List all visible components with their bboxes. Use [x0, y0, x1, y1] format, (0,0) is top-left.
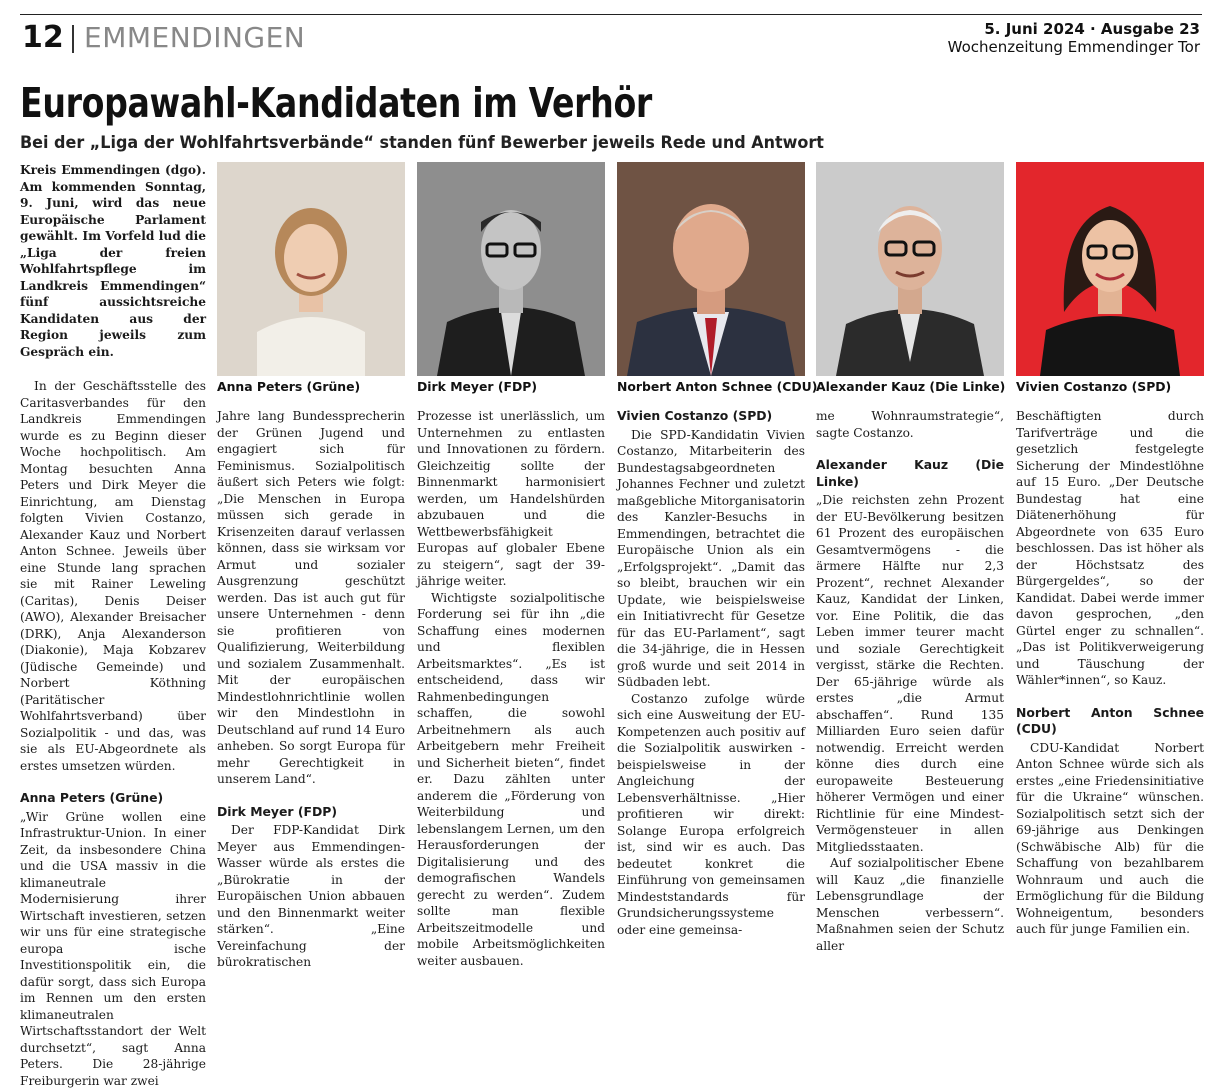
- article-column-4: [617, 408, 805, 807]
- paragraph: Beschäftigten durch Tarifverträge und die gesetzlich festgelegte Sicherung der Mindestlöhne auf 15 Euro. „Der Deutsche Bundestag hat eine Diätenerhöhung für Abgeordnete von 635 Euro beschlossen. Das ist höher als der Höchstsatz des Bürgergeldes“, so der Kandidat. Dabei werde immer davon gesprochen, „den Gürtel enger zu schnallen“. „Das ist Politikverweigerung und Täuschung der Wähler*innen“, so Kauz.: [1016, 408, 1204, 689]
- article-column-2: [217, 408, 405, 807]
- paragraph: Auf sozialpolitischer Ebene will Kauz „die finanzielle Lebensgrundlage der Menschen verbessern“. Maßnahmen seien der Schutz aller: [816, 855, 1004, 954]
- candidate-heading-peters: Anna Peters (Grüne): [20, 790, 206, 807]
- candidate-heading-meyer: Dirk Meyer (FDP): [217, 804, 405, 821]
- paragraph: Jahre lang Bundessprecherin der Grünen Jugend und engagiert sich für Feminismus. Sozialpolitisch äußert sich Peters wie folgt: „Die Menschen in Europa müssen sich gerade in Krisenzeiten darauf verlassen können, dass sie wirksam vor Armut und sozialer Ausgrenzung geschützt werden. Das ist auch gut für unsere Unternehmen - denn sie profitieren von Qualifizierung, Weiterbildung und sozialem Zusammenhalt. Mit der europäischen Mindestlohnrichtlinie wollen wir den Mindestlohn in Deutschland auf rund 14 Euro anheben. So sorgt Europa für mehr Gerechtigkeit in unserem Land“.: [217, 408, 405, 788]
- candidate-heading-kauz: Alexander Kauz (Die Linke): [816, 457, 1004, 490]
- section-title: EMMENDINGEN: [84, 20, 305, 56]
- article-column-5: [816, 408, 1004, 807]
- candidate-heading-costanzo: Vivien Costanzo (SPD): [617, 408, 805, 425]
- article-column-6: [1016, 408, 1204, 807]
- paragraph: Der FDP-Kandidat Dirk Meyer aus Emmendingen-Wasser würde als erstes die „Bürokratie in der Europäischen Union abbauen und den Binnenmarkt weiter stärken“. „Eine Vereinfachung der bürokratischen: [217, 822, 405, 971]
- paragraph: „Die reichsten zehn Prozent der EU-Bevölkerung besitzen 61 Prozent des europäischen Gesamtvermögens - die ärmere Hälfte nur 2,3 Prozent“, rechnet Alexander Kauz, Kandidat der Linken, vor. Eine Politik, die das Leben immer teurer macht und soziale Gerechtigkeit vergisst, stärke die Rechten. Der 65-jährige würde als erstes „die Armut abschaffen“. Rund 135 Milliarden Euro seien dafür notwendig. Erreicht werden könne dies durch eine europaweite Besteuerung höherer Vermögen und einer Richtlinie für eine Mindest-Vermögensteuer in allen Mitgliedsstaaten.: [816, 492, 1004, 855]
- top-rule: [20, 14, 1202, 15]
- caption-anna-peters: Anna Peters (Grüne): [217, 379, 360, 395]
- headline: Europawahl-Kandidaten im Verhör: [20, 78, 652, 128]
- photo-dirk-meyer: [417, 162, 605, 376]
- photo-anna-peters: [217, 162, 405, 376]
- article-column-3: [417, 408, 605, 807]
- page-number: 12: [22, 20, 64, 56]
- subheadline: Bei der „Liga der Wohlfahrtsverbände“ standen fünf Bewerber jeweils Rede und Antwort: [20, 132, 824, 154]
- photo-norbert-anton-schnee: [617, 162, 805, 376]
- paper-name: Wochenzeitung Emmendinger Tor: [948, 38, 1200, 56]
- photo-vivien-costanzo: [1016, 162, 1204, 376]
- caption-vivien-costanzo: Vivien Costanzo (SPD): [1016, 379, 1171, 395]
- paragraph: Wichtigste sozialpolitische Forderung sei für ihn „die Schaffung eines modernen und flexiblen Arbeitsmarktes“. „Es ist entscheidend, dass wir Rahmenbedingungen schaffen, die sowohl Arbeitnehmern als auch Arbeitgebern mehr Freiheit und Sicherheit bieten“, findet er. Dazu zählten unter anderem die „Förderung von Weiterbildung und lebenslangem Lernen, um den Herausforderungen der Digitalisierung und des demografischen Wandels gerecht zu werden“. Zudem sollte man flexible Arbeitszeitmodelle und mobile Arbeitsmöglichkeiten weiter ausbauen.: [417, 590, 605, 970]
- lead-paragraph: Kreis Emmendingen (dgo). Am kommenden Sonntag, 9. Juni, wird das neue Europäische Parlament gewählt. Im Vorfeld lud die „Liga der freien Wohlfahrtspflege im Landkreis Emmendingen“ fünf aussichtsreiche Kandidaten aus der Region jeweils zum Gespräch ein.: [20, 162, 206, 360]
- article-column-1: [20, 162, 206, 807]
- paragraph: „Wir Grüne wollen eine Infrastruktur-Union. In einer Zeit, da insbesondere China und die USA massiv in die klimaneutrale Modernisierung ihrer Wirtschaft investieren, setzen wir uns für eine strategische europa ische Investitionspolitik ein, die dafür sorgt, dass sich Europa im Rennen um den ersten klimaneutralen Wirtschaftsstandort der Welt durchsetzt“, sagt Anna Peters. Die 28-jährige Freiburgerin war zwei: [20, 809, 206, 1089]
- paragraph: Costanzo zufolge würde sich eine Ausweitung der EU-Kompetenzen auch positiv auf die Sozialpolitik auswirken - beispielsweise in der Angleichung der Lebensverhältnisse. „Hier profitieren wir direkt: Solange Europa erfolgreich ist, sind wir es auch. Das bedeutet konkret die Einführung von gemeinsamen Mindeststandards für Grundsicherungssysteme oder eine gemeinsa-: [617, 691, 805, 939]
- caption-dirk-meyer: Dirk Meyer (FDP): [417, 379, 537, 395]
- page-number-separator: [72, 25, 74, 53]
- paragraph: me Wohnraumstrategie“, sagte Costanzo.: [816, 408, 1004, 441]
- paragraph: Die SPD-Kandidatin Vivien Costanzo, Mitarbeiterin des Bundestagsabgeordneten Johannes Fechner und zuletzt maßgebliche Mitorganisatorin des Kanzler-Besuchs in Emmendingen, betrachtet die Europäische Union als ein „Erfolgsprojekt“. „Damit das so bleibt, brauchen wir ein Update, wie beispielsweise ein Initiativrecht für Gesetze für das EU-Parlament“, sagt die 34-jährige, die in Hessen groß wurde und seit 2014 in Südbaden lebt.: [617, 427, 805, 691]
- paragraph: Prozesse ist unerlässlich, um Unternehmen zu entlasten und Innovationen zu fördern. Gleichzeitig sollte der Binnenmarkt harmonisiert werden, um Handelshürden abzubauen und die Wettbewerbsfähigkeit Europas auf globaler Ebene zu steigern“, sagt der 39-jährige weiter.: [417, 408, 605, 590]
- photo-alexander-kauz: [816, 162, 1004, 376]
- issue-date: 5. Juni 2024 · Ausgabe 23: [984, 20, 1200, 38]
- paragraph: CDU-Kandidat Norbert Anton Schnee würde sich als erstes „eine Friedensinitiative für die Ukraine“ wünschen. Sozialpolitisch setzt sich der 69-jährige aus Denkingen (Schwäbische Alb) für die Schaffung von bezahlbarem Wohnraum und auch die Ermöglichung für die Bildung Wohneigentum, besonders auch für junge Familien ein.: [1016, 740, 1204, 938]
- paragraph: In der Geschäftsstelle des Caritasverbandes für den Landkreis Emmendingen wurde es zu Beginn dieser Woche hochpolitisch. Am Montag besuchten Anna Peters und Dirk Meyer die Einrichtung, am Dienstag folgten Vivien Costanzo, Alexander Kauz und Norbert Anton Schnee. Jeweils über eine Stunde lang sprachen sie mit Rainer Leweling (Caritas), Denis Deiser (AWO), Alexander Breisacher (DRK), Anja Alexanderson (Diakonie), Maja Kobzarev (Jüdische Gemeinde) und Norbert Köthning (Paritätischer Wohlfahrtsverband) über Sozialpolitik - und das, was sie als EU-Abgeordnete als erstes umsetzen würden.: [20, 378, 206, 774]
- caption-norbert-anton-schnee: Norbert Anton Schnee (CDU): [617, 379, 817, 395]
- candidate-heading-schnee: Norbert Anton Schnee (CDU): [1016, 705, 1204, 738]
- caption-alexander-kauz: Alexander Kauz (Die Linke): [816, 379, 1005, 395]
